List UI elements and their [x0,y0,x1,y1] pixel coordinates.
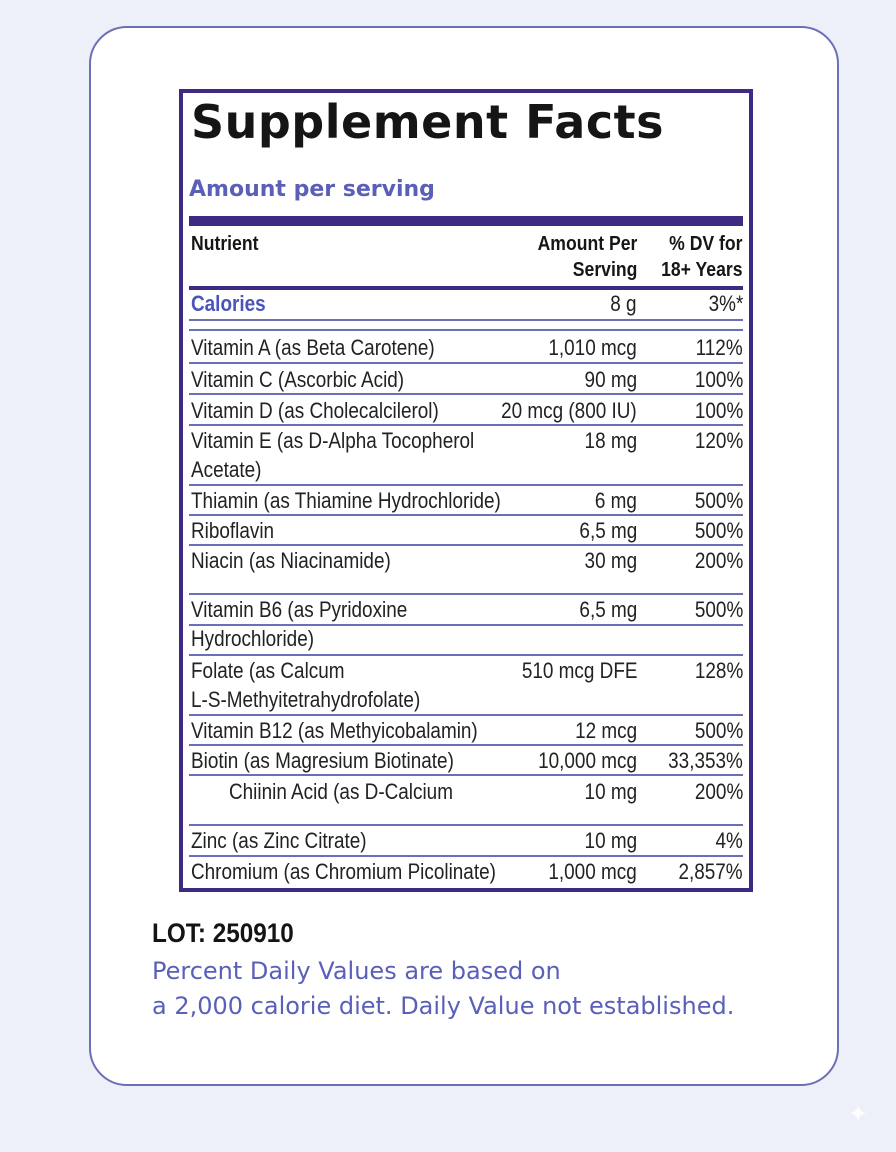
row-niacin-dv: 200% [694,548,743,573]
dv-column-header [662,231,743,283]
row-pantothenic-amount: 10 mg [584,779,637,804]
lot-number: LOT: 250910 [152,918,294,948]
row-calories-name: Calories [191,291,266,316]
nutrient-header-text: Nutrient [191,233,259,255]
row-vitamin-b12-dv: 500% [694,718,743,743]
dv-header-line2: 18+ Years [661,259,743,281]
header-divider [189,286,743,290]
row-thiamin-name: Thiamin (as Thiamine Hydrochloride) [191,488,501,513]
row-calories-amount: 8 g [610,291,637,316]
heavy-divider [189,216,743,226]
amount-per-serving-heading: Amount per serving [189,177,435,202]
row-vitamin-a-dv: 112% [696,335,743,360]
row-vitamin-b12-amount: 12 mcg [574,718,637,743]
row-vitamin-c-name: Vitamin C (Ascorbic Acid) [191,367,405,392]
row-vitamin-b6-name: Vitamin B6 (as Pyridoxine [191,597,408,622]
row-vitamin-c-amount: 90 mg [584,367,637,392]
row-vitamin-b6-amount: 6,5 mg [579,597,637,622]
row-calories-dv: 3%* [708,291,743,316]
nutrient-column-header [191,231,258,257]
row-niacin-amount: 30 mg [584,548,637,573]
row-vitamin-b12-name: Vitamin B12 (as Methyicobalamin) [191,718,478,743]
row-folate-dv: 128% [694,658,743,683]
supplement-facts-panel [179,89,753,892]
row-folate-name: Folate (as Calcum [191,658,345,683]
panel-title: Supplement Facts [191,95,664,149]
amount-header-line1: Amount Per [537,233,637,255]
row-vitamin-a-amount: 1,010 mcg [548,335,637,360]
dv-header-line1: % DV for [669,233,743,255]
row-vitamin-e-name: Vitamin E (as D-Alpha Tocopherol [191,428,475,453]
row-vitamin-d-dv: 100% [694,398,743,423]
row-divider [189,329,743,331]
row-pantothenic-name: Chiinin Acid (as D-Calcium [229,779,453,804]
row-vitamin-e-name-cont: Acetate) [191,457,262,482]
row-chromium-name: Chromium (as Chromium Picolinate) [191,859,496,884]
row-biotin-dv: 33,353% [668,748,743,773]
row-riboflavin-name: Riboflavin [191,518,275,543]
row-divider [189,393,743,395]
row-divider [189,624,743,626]
row-pantothenic-dv: 200% [694,779,743,804]
row-zinc-dv: 4% [715,828,743,853]
row-chromium-dv: 2,857% [678,859,743,884]
row-vitamin-e-amount: 18 mg [584,428,637,453]
row-biotin-amount: 10,000 mcg [538,748,637,773]
row-folate-name-cont: L-S-Methyitetrahydrofolate) [191,687,421,712]
row-divider [189,774,743,776]
row-vitamin-d-name: Vitamin D (as Cholecalcilerol) [191,398,439,423]
row-riboflavin-amount: 6,5 mg [579,518,637,543]
row-vitamin-a-name: Vitamin A (as Beta Carotene) [191,335,435,360]
row-zinc-name: Zinc (as Zinc Citrate) [191,828,367,853]
row-zinc-amount: 10 mg [584,828,637,853]
row-biotin-name: Biotin (as Magresium Biotinate) [191,748,454,773]
row-vitamin-e-dv: 120% [694,428,743,453]
row-riboflavin-dv: 500% [694,518,743,543]
daily-value-note-line1: Percent Daily Values are based on [152,957,561,985]
row-thiamin-amount: 6 mg [594,488,637,513]
sparkle-icon: ✦ [848,1101,869,1128]
row-vitamin-b6-dv: 500% [694,597,743,622]
row-vitamin-b6-name-cont: Hydrochloride) [191,626,315,651]
row-thiamin-dv: 500% [694,488,743,513]
daily-value-note-line2: a 2,000 calorie diet. Daily Value not established. [152,992,735,1020]
row-divider [189,362,743,364]
row-vitamin-d-amount: 20 mcg (800 IU) [501,398,637,423]
row-chromium-amount: 1,000 mcg [548,859,637,884]
amount-column-header [537,231,637,283]
row-folate-amount: 510 mcg DFE [521,658,637,683]
row-vitamin-c-dv: 100% [694,367,743,392]
row-niacin-name: Niacin (as Niacinamide) [191,548,391,573]
row-divider [189,319,743,321]
amount-header-line2: Serving [572,259,637,281]
